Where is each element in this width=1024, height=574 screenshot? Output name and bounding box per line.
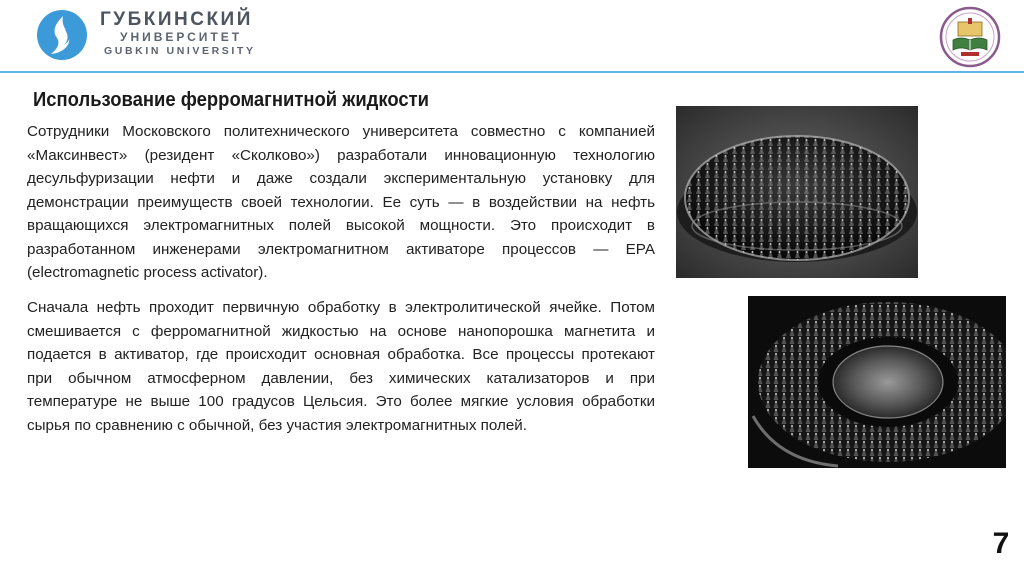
university-emblem-icon xyxy=(939,6,1001,68)
logo-line-en: GUBKIN UNIVERSITY xyxy=(104,45,256,57)
logo-line-ru-1: ГУБКИНСКИЙ xyxy=(100,9,253,30)
paragraph-1: Сотрудники Московского политехнического университета совместно с компанией «Максинвест» (резидент «Сколково») разработали инновационную технологию десульфуризации нефти и даже создали экспериментальную установку для демонстрации преимуществ своей технологии. Ее суть — в воздействии на нефть вращающихся электромагнитных полей высокой мощности. Это происходит в разработанном инженерами электромагнитном активаторе процессов — ЕРА (electromagnetic process activator). xyxy=(27,123,655,281)
slide-title: Использование ферромагнитной жидкости xyxy=(33,88,430,111)
ferrofluid-photo-1 xyxy=(676,106,918,278)
ferrofluid-photo-2 xyxy=(748,296,1006,468)
header-divider xyxy=(0,71,1024,73)
logo-line-ru-2: УНИВЕРСИТЕТ xyxy=(120,30,243,44)
paragraph-2: Сначала нефть проходит первичную обработку в электролитической ячейке. Потом смешивается с ферромагнитной жидкостью на основе нанопорошка магнетита и подается в активатор, где происходит основная обработка. Все процессы протекают при обычном атмосферном давлении, без химических катализаторов и при температуре не выше 100 градусов Цельсия. Это более мягкие условия обработки сырья по сравнению с обычной, без участия электромагнитных полей. xyxy=(27,299,655,434)
gubkin-logo-icon xyxy=(36,9,88,61)
slide-header xyxy=(0,0,1024,72)
page-number: 7 xyxy=(992,527,1010,560)
university-wordmark xyxy=(100,10,256,58)
